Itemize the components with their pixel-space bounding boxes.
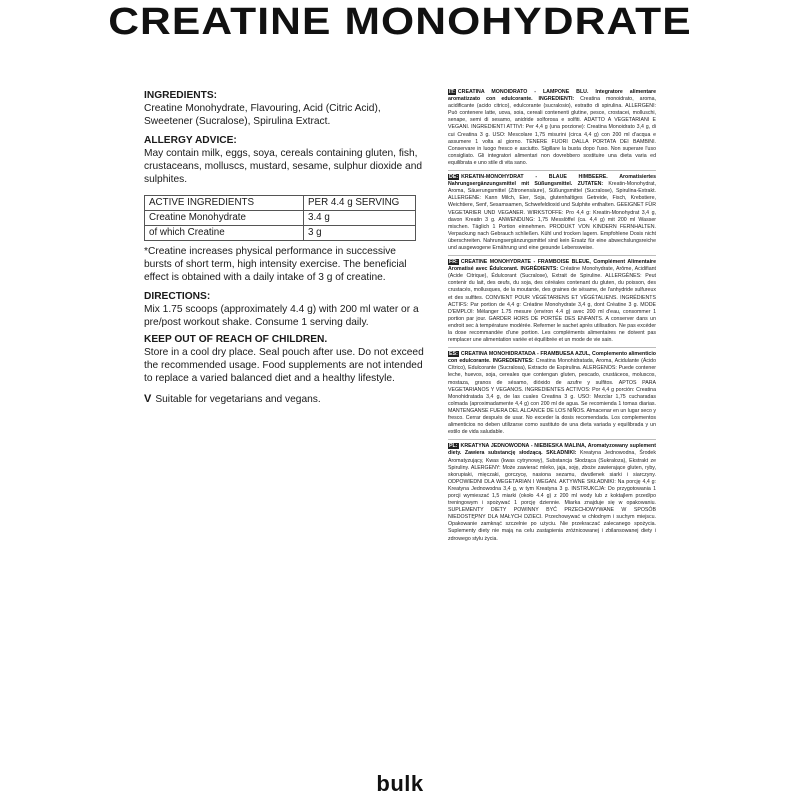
language-code: DE: (449, 174, 459, 181)
ingredients-text: Creatine Monohydrate, Flavouring, Acid (Citric Acid), Sweetener (Sucralose), Spirulina Extract. (144, 103, 381, 127)
translation-body: Creatina Monohidratada, Aroma, Acidulante (Ácido Cítrico), Edulcorante (Sucralosa), Extracto de Espirulina. ALERGENOS: Puede contener leche, huevos, soja, cereales que contengan gluten, pescado, crustáceos, moluscos, mostaza, granos de sésamo, dióxido de azufre y sulfitos. APTOS PARA VEGETARIANOS Y VEGANOS. INGREDIENTES ACTIVOS: Por 4,4 g porción: Creatina Monohidratada 3,4 g, de las cuales Creatina 3 g. USO: Mezclar 1,75 cucharadas colmada (aproximadamente 4,4 g) con 200 ml de agua. Se recomienda 1 tomas diarias. MANTENGANSE FUERA DEL ALCANCE DE LOS NIÑOS. Almacenar en un lugar seco y fresco. Cerrar después de usar. No exceder la dosis recomendada. Los complementos alimenticios no deben utilizarse como sustituto de una dieta variada y equilibrada y un estilo de vida saludable. (448, 358, 656, 436)
table-cell: 3.4 g (304, 211, 416, 226)
translation-italian (448, 89, 656, 171)
translation-body: Kreatin-Monohydrat, Aroma, Säuerungsmittel (Zitronensäure), Süßungsmittel (Sucralose), Spirulina-Extrakt. ALLERGENE: Kann Milch, Eier, Soja, glutenhaltiges Getreide, Fisch, Krebstiere, Weichtiere, Senf, Sesamsamen, Schwefeldioxid und Sulphite enthalten. GEEIGNET FÜR VEGETARIER UND VEGANER. WIRKSTOFFE: Pro 4,4 g: Kreatin-Monohydrat 3,4 g, davon Kreatin 3 g. ANWENDUNG: 1,75 Messlöffel (ca. 4,4 g) mit 200 ml Wasser mischen. Täglich 1 Portion einnehmen. PRODUKT VON KINDERN FERNHALTEN. Verpackung nach Gebrauch schließen. Kühl und trocken lagern. Empfohlene Dosis nicht überschreiten. Nahrungsergänzungsmittel sind kein Ersatz für eine abwechslungsreiche und ausgewogene Ernährung und eine gesunde Lebensweise. (448, 181, 656, 251)
directions-text: Mix 1.75 scoops (approximately 4.4 g) with 200 ml water or a pre/post workout shake. Consume 1 serving daily. (144, 304, 419, 328)
translation-title: KREATYNA JEDNOWODNA - NIEBIESKA MALINA, Aromatyzowany suplement diety. Zawiera substancję słodzącą. SKŁADNIKI: (448, 443, 656, 457)
language-code: PL: (449, 443, 458, 450)
table-row (145, 226, 416, 241)
page-title: CREATINE MONOHYDRATE (108, 1, 692, 43)
brand-logo: bulk (376, 771, 424, 796)
storage-text: Store in a cool dry place. Seal pouch after use. Do not exceed the recommended usage. Food supplements are not intended to replace a varied balanced diet and a healthy lifestyle. (144, 347, 424, 384)
english-label-column (144, 89, 426, 406)
translation-title: KREATIN-MONOHYDRAT - BLAUE HIMBEERE. Aromatisiertes Nahrungsergänzungsmittel mit Süßungsmittel. ZUTATEN: (448, 174, 656, 188)
translations-column (448, 89, 656, 549)
translation-title: CREATINA MONOIDRATO - LAMPONE BLU. Integratore alimentare aromatizzato con edulcorante. INGREDIENTI: (448, 89, 656, 103)
translation-body: Créatine Monohydrate, Arôme, Acidifiant (Acide Citrique), Édulcorant (Sucralose), Extrait de Spiruline. ALLERGÈNES: Peut contenir du lait, des œufs, du soja, des céréales contenant du gluten, du poisson, des crustacés, mollusques, de la moutarde, des graines de sésame, de l'anhydride sulfureux et des sulfites. CONVIENT POUR VÉGÉTARIENS ET VÉGÉTALIENS. INGRÉDIENTS ACTIFS: Par portion de 4,4 g: Créatine Monohydrate 3,4 g, dont Créatine 3 g. MODE D'EMPLOI: Mélanger 1.75 mesure (environ 4.4 g) avec 200 ml d'eau, consommer 1 portion par jour. GARDER HORS DE PORTÉE DES ENFANTS. A conserver dans un endroit sec à température modérée. Refermer le sachet après utilisation. Ne pas excéder la dose recommandée d'une portion. Les compléments alimentaires ne doivent pas remplacer une alimentation variée et équilibrée et un mode de vie sain. (448, 266, 656, 344)
translation-spanish (448, 351, 656, 440)
allergy-text: May contain milk, eggs, soya, cereals containing gluten, fish, crustaceans, molluscs, mustard, sesame, sulphur dioxide and sulphites. (144, 148, 423, 185)
vegan-icon: V (144, 393, 152, 405)
keep-out-heading: KEEP OUT OF REACH OF CHILDREN. (144, 334, 328, 345)
table-cell: 3 g (304, 226, 416, 241)
language-code: ES: (449, 351, 458, 358)
table-header-row (145, 196, 416, 211)
translation-french (448, 259, 656, 348)
translation-body: Kreatyna Jednowodna, Środek Aromatyzujący, Kwas (kwas cytrynowy), Substancja Słodząca (Sukraloza), Ekstrakt ze Spiruliny. ALERGENY: Może zawierać mleko, jaja, soję, zboże zawierające gluten, ryby, skorupiaki, mięczaki, gorczycę, nasiona sezamu, dwutlenek siarki i siarczyny. ODPOWIEDNI DLA WEGETARIAN I WEGAN. AKTYWNE SKŁADNIKI: Na porcję 4,4 g: Kreatyna Jednowodna 3,4 g, w tym Kreatyna 3 g. INSTRUKCJA: Do przygotowania 1 porcji wymieszać 1,5 miarki (około 4.4 g) z 200 ml wody lub z koktajlem przed/po treningowym i spożywać 1 porcję dziennie. Miarka znajduje się w opakowaniu. SUPLEMENTY DIETY POWINNY BYĆ PRZECHOWYWANE W SPOSÓB NIEDOSTĘPNY DLA MAŁYCH DZIECI. Przechowywać w chłodnym i suchym miejscu. Opakowanie zamknąć szczelnie po użyciu. Nie przekraczać zalecanego spożycia. Suplementy diety nie mają na celu zastąpienia zróżnicowanej i zbilansowanej diety i zdrowego stylu życia. (448, 450, 656, 542)
language-code: IT: (449, 89, 455, 95)
translation-polish (448, 443, 656, 545)
vegan-note (144, 393, 426, 406)
ingredients-heading: INGREDIENTS: (144, 90, 218, 101)
table-header-cell: PER 4.4 g SERVING (304, 196, 416, 211)
directions-heading: DIRECTIONS: (144, 291, 211, 302)
table-header-cell: ACTIVE INGREDIENTS (145, 196, 304, 211)
translation-title: CREATINA MONOHIDRATADA - FRAMBUESA AZUL, Complemento alimenticio con edulcorante. INGREDIENTES: (448, 351, 656, 365)
table-cell: Creatine Monohydrate (145, 211, 304, 226)
translation-title: CREATINE MONOHYDRATE - FRAMBOISE BLEUE, Complément Alimentaire Aromatisé avec Édulcorant. INGRÉDIENTS: (448, 259, 656, 273)
active-ingredients-table (144, 195, 416, 241)
claim-text: *Creatine increases physical performance in successive bursts of short term, high intensity exercise. The beneficial effect is obtained with a daily intake of 3 g of creatine. (144, 246, 407, 283)
table-cell: of which Creatine (145, 226, 304, 241)
allergy-heading: ALLERGY ADVICE: (144, 135, 237, 146)
translation-german (448, 174, 656, 256)
translation-body: Creatina monoidrato, aroma, acidificante (acido citrico), edulcorante (sucralosio), estratto di spirulina. ALLERGENI: Può contenere latte, uova, soia, cereali contenenti glutine, pesce, crostacei, molluschi, senape, semi di sesamo, anidride solforosa e solfiti. ADATTO A VEGETARIANI E VEGANI. INGREDIENTI ATTIVI: Per 4,4 g (una porzione): Creatina Monoidrato 3,4 g, di cui Creatina 3 g. USO: Mescolare 1,75 misurini (circa 4,4 g) con 200 ml d'acqua e assumere 1 volta al giorno. TENERE FUORI DALLA PORTATA DEI BAMBINI. Conservare in luogo fresco e asciutto. Sigillare la busta dopo l'uso. Non superare l'uso consigliato. Gli integratori alimentari non dovrebbero sostituire una dieta varia ed equilibrata e uno stile di vita sano. (448, 96, 656, 166)
vegan-text: Suitable for vegetarians and vegans. (155, 394, 321, 405)
table-row (145, 211, 416, 226)
language-code: FR: (449, 259, 458, 266)
